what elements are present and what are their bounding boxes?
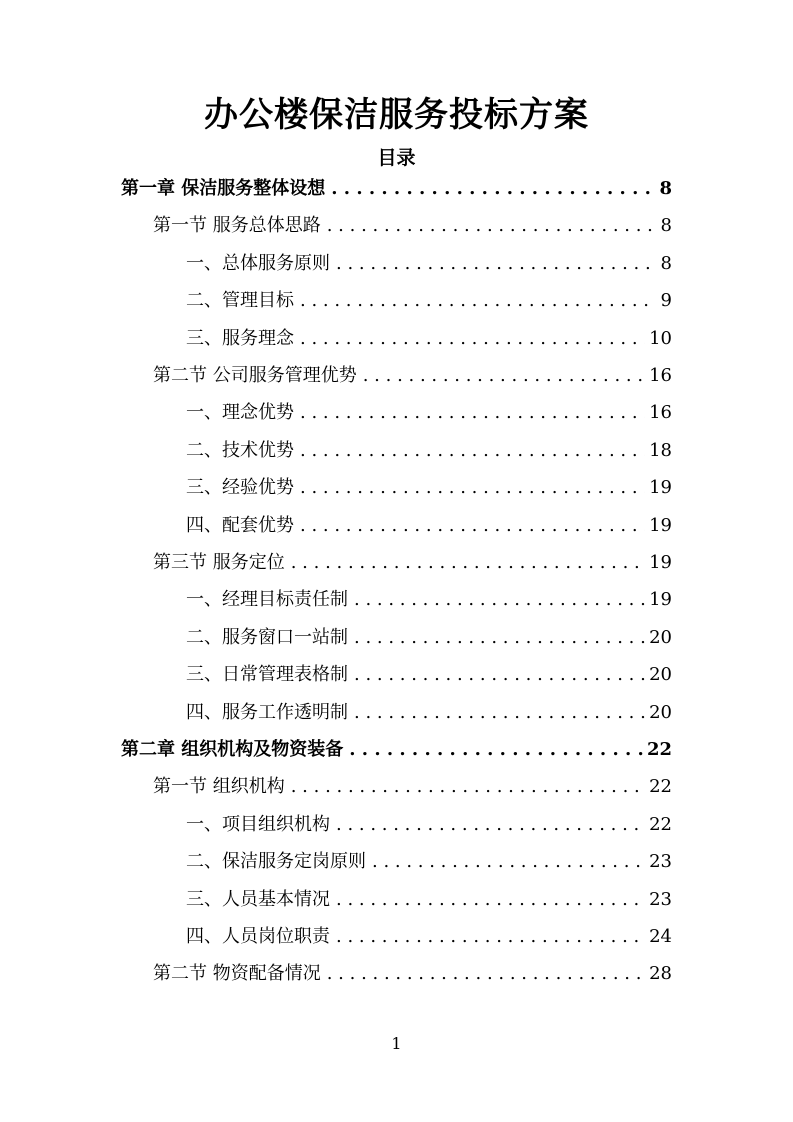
toc-entry[interactable] xyxy=(153,773,672,801)
toc-entry-label: 二、管理目标 xyxy=(186,287,296,315)
toc-entry[interactable] xyxy=(186,287,672,315)
toc-entry-page: 9 xyxy=(660,290,672,312)
toc-entry-label: 一、总体服务原则 xyxy=(186,250,332,278)
toc-entry[interactable] xyxy=(186,437,672,465)
toc-entry[interactable] xyxy=(186,661,672,689)
toc-entry-page: 20 xyxy=(649,664,672,686)
toc-entry[interactable] xyxy=(153,362,672,390)
toc-entry-label: 三、日常管理表格制 xyxy=(186,661,350,689)
toc-leader-dots xyxy=(327,212,656,240)
toc-entry-label: 三、人员基本情况 xyxy=(186,886,332,914)
toc-entry[interactable] xyxy=(186,586,672,614)
toc-leader-dots xyxy=(354,661,645,689)
toc-entry-label: 第一节 服务总体思路 xyxy=(153,212,323,240)
toc-leader-dots xyxy=(336,923,645,951)
toc-leader-dots xyxy=(300,287,656,315)
toc-entry-page: 8 xyxy=(660,252,672,274)
toc-heading: 目录 xyxy=(377,147,416,169)
toc-leader-dots xyxy=(300,399,645,427)
toc-leader-dots xyxy=(354,624,645,652)
toc-entry-label: 一、理念优势 xyxy=(186,399,296,427)
toc-entry[interactable] xyxy=(121,175,672,203)
toc-entry[interactable] xyxy=(153,960,672,988)
toc-entry[interactable] xyxy=(186,624,672,652)
toc-entry-page: 8 xyxy=(659,178,672,199)
toc-entry-page: 19 xyxy=(649,552,672,573)
toc-entry-page: 8 xyxy=(660,215,672,237)
page-number: 1 xyxy=(391,1034,402,1053)
toc-leader-dots xyxy=(300,474,645,502)
toc-entry[interactable] xyxy=(186,512,672,540)
toc-leader-dots xyxy=(349,736,643,764)
toc-leader-dots xyxy=(363,362,645,390)
toc-entry[interactable] xyxy=(186,325,672,353)
toc-entry-label: 三、经验优势 xyxy=(186,474,296,502)
toc-leader-dots xyxy=(327,960,645,988)
toc-entry[interactable] xyxy=(121,736,672,764)
toc-entry[interactable] xyxy=(186,811,672,839)
toc-entry-label: 第一章 保洁服务整体设想 xyxy=(121,175,327,203)
toc-entry[interactable] xyxy=(153,549,672,577)
toc-entry-label: 第一节 组织机构 xyxy=(153,773,287,801)
toc-entry-label: 一、经理目标责任制 xyxy=(186,586,350,614)
toc-entry-page: 22 xyxy=(646,739,672,760)
toc-entry[interactable] xyxy=(186,250,672,278)
toc-leader-dots xyxy=(372,848,645,876)
toc-leader-dots xyxy=(300,325,645,353)
toc-entry-label: 第二节 物资配备情况 xyxy=(153,960,323,988)
toc-entry[interactable] xyxy=(186,474,672,502)
toc-entry-label: 四、人员岗位职责 xyxy=(186,923,332,951)
toc-entry[interactable] xyxy=(153,212,672,240)
toc-entry-page: 19 xyxy=(649,477,672,499)
toc-entry[interactable] xyxy=(186,699,672,727)
toc-leader-dots xyxy=(291,773,645,801)
toc-entry-label: 四、服务工作透明制 xyxy=(186,699,350,727)
toc-entry-page: 23 xyxy=(649,888,672,910)
toc-entry-page: 28 xyxy=(649,963,672,985)
toc-entry-label: 二、技术优势 xyxy=(186,437,296,465)
toc-leader-dots xyxy=(336,811,645,839)
toc-entry-label: 二、服务窗口一站制 xyxy=(186,624,350,652)
toc-entry-page: 19 xyxy=(649,589,672,611)
toc-leader-dots xyxy=(336,250,656,278)
toc-entry[interactable] xyxy=(186,399,672,427)
toc-entry-page: 19 xyxy=(649,514,672,536)
toc-entry-page: 20 xyxy=(649,701,672,723)
toc-entry-label: 二、保洁服务定岗原则 xyxy=(186,848,368,876)
page-title: 办公楼保洁服务投标方案 xyxy=(204,95,589,135)
toc-entry-page: 22 xyxy=(649,776,672,798)
toc-leader-dots xyxy=(300,512,645,540)
toc-entry[interactable] xyxy=(186,886,672,914)
toc-entry-label: 一、项目组织机构 xyxy=(186,811,332,839)
toc-leader-dots xyxy=(291,549,645,577)
toc-leader-dots xyxy=(300,437,645,465)
toc-leader-dots xyxy=(354,699,645,727)
toc-leader-dots xyxy=(331,175,655,203)
toc-entry-page: 22 xyxy=(649,813,672,835)
toc-entry[interactable] xyxy=(186,848,672,876)
toc-entry-page: 23 xyxy=(649,851,672,873)
toc-entry-page: 16 xyxy=(649,402,672,424)
toc-entry-label: 三、服务理念 xyxy=(186,325,296,353)
toc-entry-label: 第二章 组织机构及物资装备 xyxy=(121,736,345,764)
toc-entry-page: 16 xyxy=(649,365,672,386)
toc-entry-page: 20 xyxy=(649,626,672,648)
toc-entry[interactable] xyxy=(186,923,672,951)
toc-entry-page: 24 xyxy=(649,926,672,947)
toc-entry-page: 18 xyxy=(649,439,672,461)
toc-entry-label: 第三节 服务定位 xyxy=(153,549,287,577)
toc-entry-label: 第二节 公司服务管理优势 xyxy=(153,362,359,390)
toc-entry-page: 10 xyxy=(649,327,672,349)
toc-entry-label: 四、配套优势 xyxy=(186,512,296,540)
toc-leader-dots xyxy=(336,886,645,914)
toc-leader-dots xyxy=(354,586,645,614)
